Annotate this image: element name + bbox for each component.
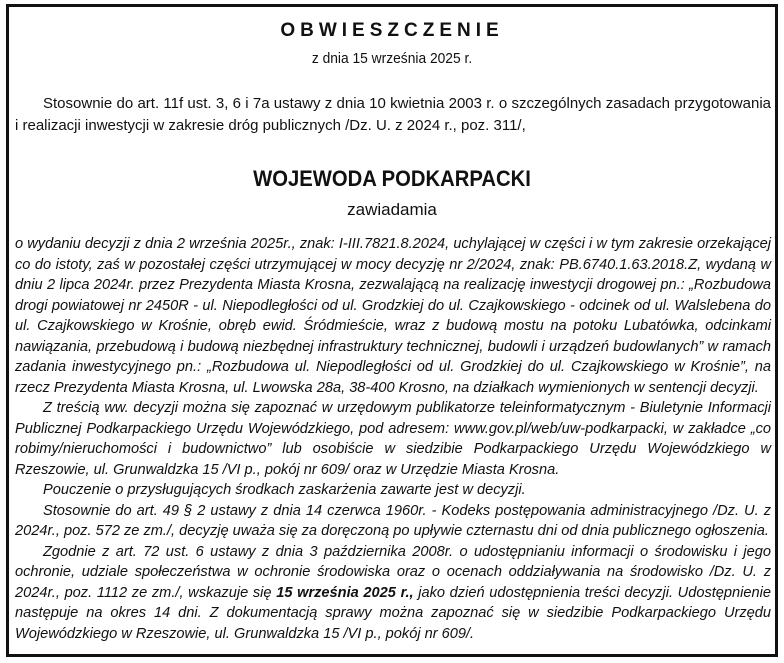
notice-frame [6,4,778,657]
appeal-instruction-paragraph: Pouczenie o przysługujących środkach zaskarżenia zawarte jest w decyzji. [43,482,526,498]
publication-date: 15 września 2025 r., [276,584,414,601]
notice-date: z dnia 15 września 2025 r. [311,50,473,67]
authority-heading: WOJEWODA PODKARPACKI [253,166,531,191]
env-text-after: jako dzień udostępnienia treści decyzji. Udostępnienie następuje na okres 14 dni. Z dokumentacją sprawy można zapoznać się w siedzibie Podkarpackiego Urzędu Wojewódzkiego w Rzeszowie, ul. Grunwaldzka 15 /VI p., pokój nr 609/. [15,584,771,642]
delivery-paragraph: Stosownie do art. 49 § 2 ustawy z dnia 14 czerwca 1960r. - Kodeks postępowania administracyjnego /Dz. U. z 2024r., poz. 572 ze zm./, decyzję uważa się za doręczoną po upływie czternastu dni od dnia publicznego ogłoszenia. [15,502,771,539]
intro-line-1: Stosownie do art. 11f ust. 3, 6 i 7a ustawy z dnia 10 kwietnia 2003 r. o szczególnych zasadach przygotowania [43,95,771,112]
access-paragraph: Z treścią ww. decyzji można się zapoznać w urzędowym publikatorze teleinformatycznym - Biuletynie Informacji Publicznej Podkarpackiego Urzędu Wojewódzkiego, pod adresem: www.gov.pl/web/uw-podkarpacki, w zakładce „co robimy/nieruchomości i budownictwo” lub osobiście w siedzibie Podkarpackiego Urzędu Wojewódzkiego w Rzeszowie, ul. Grunwaldzka 15 /VI p., pokój nr 609/ oraz w Urzędzie Miasta Krosna. [15,400,771,478]
announcement-verb: zawiadamia [347,200,437,219]
environmental-paragraph [15,542,771,645]
notice-body [15,234,771,644]
legal-basis-intro [15,93,771,137]
notice-title: OBWIESZCZENIE [280,20,504,41]
intro-line-2: i realizacji inwestycji w zakresie dróg publicznych /Dz. U. z 2024 r., poz. 311/, [15,117,526,134]
env-text-before: Zgodnie z art. 72 ust. 6 ustawy z dnia 3 października 2008r. o udostępnianiu informacji o środowisku i jego ochronie, udziale społeczeństwa w ochronie środowiska oraz o ocenach oddziaływania na środowisko /Dz. U. z 2024r., poz. 1112 ze zm./, wskazuje się [15,543,771,601]
decision-paragraph: o wydaniu decyzji z dnia 2 września 2025r., znak: I-III.7821.8.2024, uchylającej w części i w tym zakresie orzekającej co do istoty, zaś w pozostałej części utrzymującej w mocy decyzję nr 2/2024, znak: PB.6740.1.63.2018.Z, wydaną w dniu 2 lipca 2024r. przez Prezydenta Miasta Krosna, zezwalającą na realizację inwestycji drogowej pn.: „Rozbudowa drogi powiatowej nr 2450R - ul. Niepodległości od ul. Grodzkiej do ul. Czajkowskiego - odcinek od ul. Walslebena do ul. Czajkowskiego w Krośnie, obręb ewid. Śródmieście, wraz z budową mostu na potoku Lubatówka, odcinkami nawiązania, przebudową i budową niezbędnej infrastruktury technicznej, budowli i urządzeń budowlanych” w ramach zadania inwestycyjnego pn.: „Rozbudowa ul. Niepodległości od ul. Grodzkiej do ul. Czajkowskiego w Krośnie”, na rzecz Prezydenta Miasta Krosna, ul. Lwowska 28a, 38-400 Krosno, na działkach wymienionych w sentencji decyzji. [15,236,771,396]
